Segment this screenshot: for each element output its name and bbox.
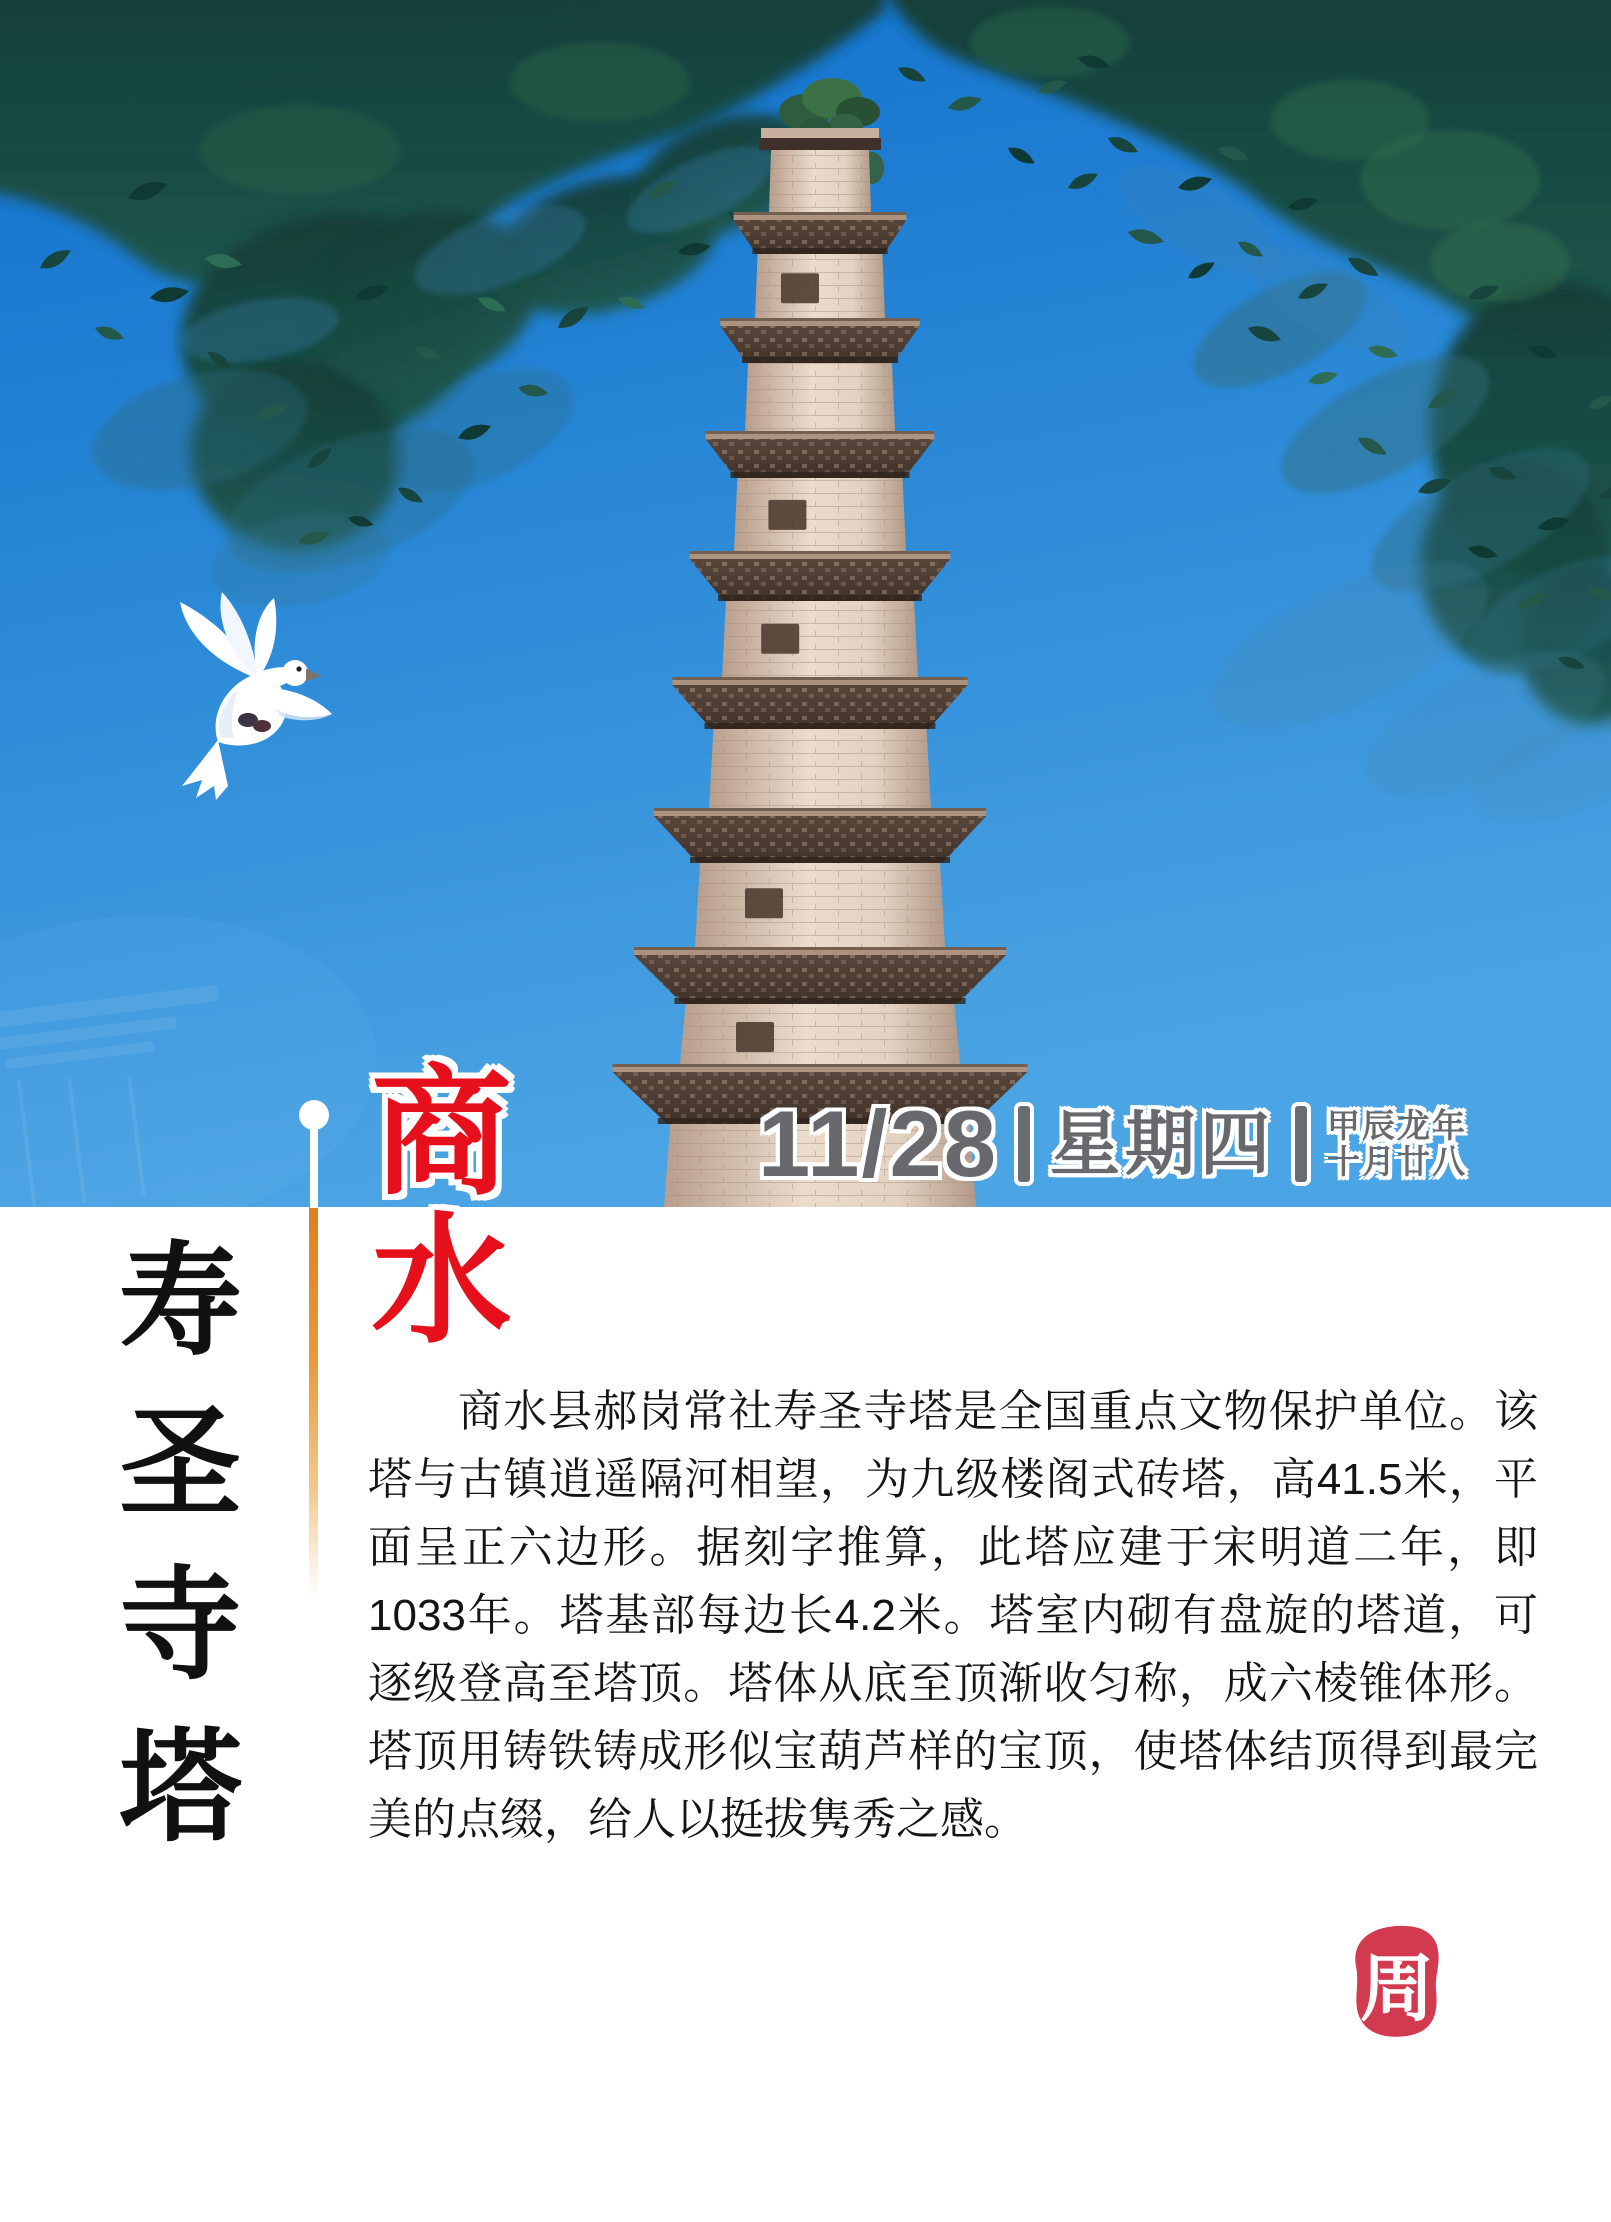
date-separator [1018,1106,1030,1182]
timeline-pin-stem [310,1116,318,1208]
timeline-line [309,1207,318,1599]
seal-glyph: 周 [1360,1949,1434,2031]
date-separator [1295,1106,1307,1182]
lunar-date [1327,1108,1467,1180]
date-block [758,1091,1468,1196]
lunar-day: 十月廿八 [1327,1143,1468,1180]
page-title: 寿圣寺塔 [101,1236,236,1884]
lunar-year: 甲辰龙年 [1327,1107,1468,1144]
article-text: 商水县郝岗常社寿圣寺塔是全国重点文物保护单位。该塔与古镇逍遥隔河相望，为九级楼阁式砖塔，高41.5米，平面呈正六边形。据刻字推算，此塔应建于宋明道二年，即1033年。塔基部每边长4.2米。塔室内砌有盘旋的塔道，可逐级登高至塔顶。塔体从底至顶渐收匀称，成六棱锥体形。塔顶用铸铁铸成形似宝葫芦样的宝顶，使塔体结顶得到最完美的点缀，给人以挺拔隽秀之感。 [368,1387,1538,1844]
date-weekday: 星期四 [1050,1105,1276,1183]
location-label: 商水 [351,1058,506,1354]
seal [1346,1920,1448,2046]
date-gregorian: 11/28 [758,1091,999,1196]
